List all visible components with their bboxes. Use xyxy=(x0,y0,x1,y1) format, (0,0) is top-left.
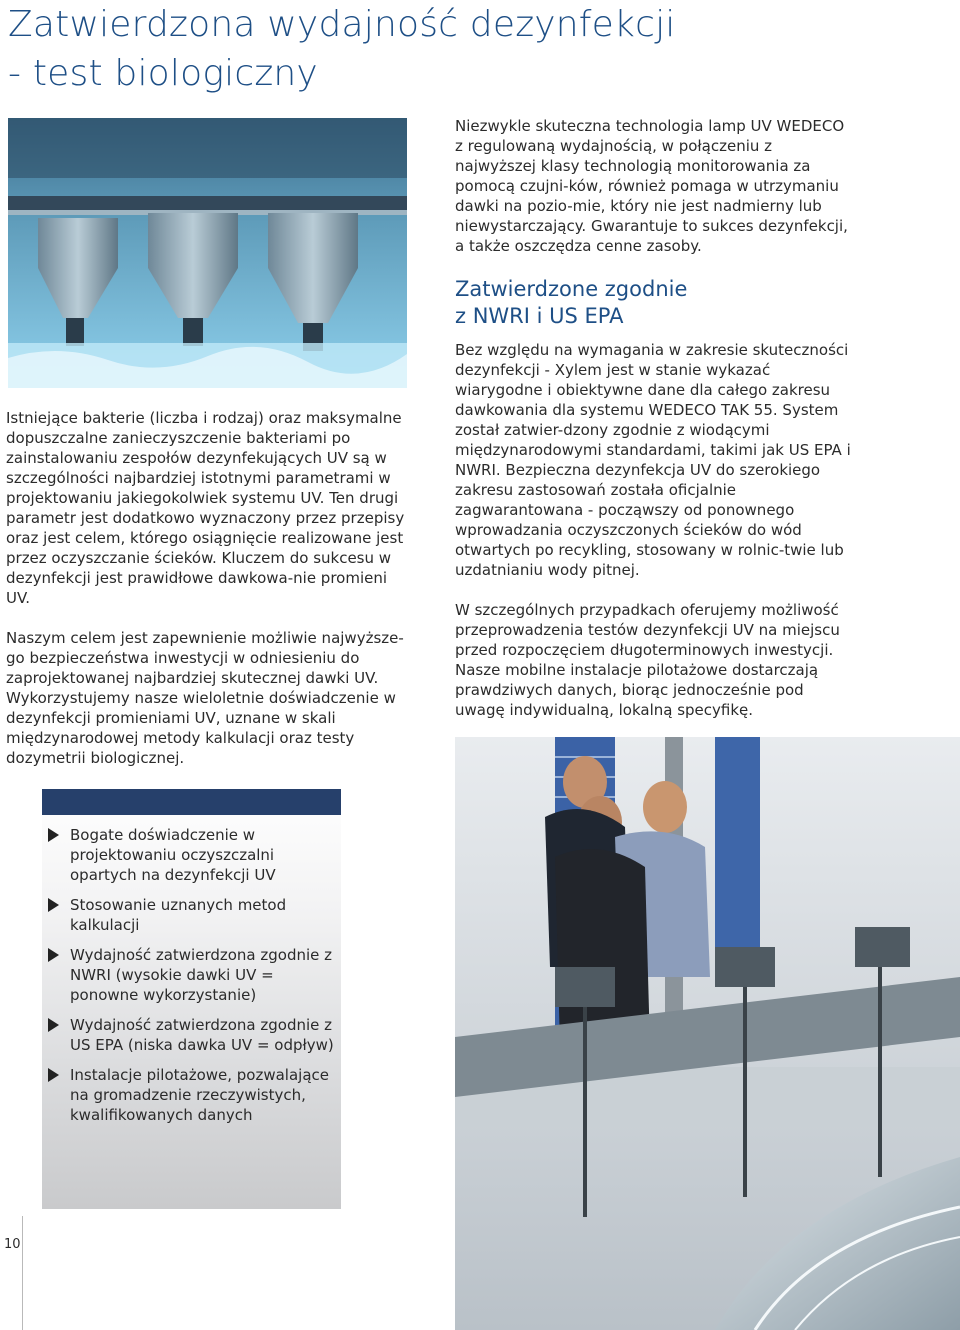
right-paragraph-2: W szczególnych przypadkach oferujemy możliwość przeprowadzenia testów dezynfekcji UV na miejscu przed rozpoczęciem długoterminowych inwestycji. Nasze mobilne instalacje pilotażowe dostarczają prawdziwych danych, biorąc jednocześnie pod uwagę indywidualną, lokalną specyfikę. xyxy=(455,601,840,719)
benefits-panel xyxy=(42,789,341,1209)
page-title-line-1: Zatwierdzona wydajność dezynfekcji xyxy=(8,4,676,45)
page-margin-rule xyxy=(22,1216,23,1330)
section-subheading xyxy=(455,276,855,330)
triangle-bullet-icon xyxy=(48,948,59,962)
subheading-line-2: z NWRI i US EPA xyxy=(455,304,624,328)
uv-channel-photo xyxy=(8,118,407,388)
benefit-text: Stosowanie uznanych metod kalkulacji xyxy=(70,896,287,934)
benefits-panel-header xyxy=(42,789,341,815)
benefit-text: Instalacje pilotażowe, pozwalające na gromadzenie rzeczywistych, kwalifikowanych danych xyxy=(70,1066,330,1124)
benefit-item xyxy=(70,1015,340,1055)
right-column-text xyxy=(455,340,855,720)
page-number: 10 xyxy=(4,1237,21,1252)
benefit-text: Wydajność zatwierdzona zgodnie z NWRI (wysokie dawki UV = ponowne wykorzystanie) xyxy=(70,946,333,1004)
engineers-at-uv-plant-photo xyxy=(455,737,960,1330)
benefit-item xyxy=(70,1065,340,1125)
benefits-list xyxy=(70,825,340,1135)
benefit-item xyxy=(70,945,340,1005)
page-title-line-2: - test biologiczny xyxy=(8,53,318,94)
triangle-bullet-icon xyxy=(48,1068,59,1082)
right-intro-paragraph: Niezwykle skuteczna technologia lamp UV WEDECO z regulowaną wydajnością, w połączeniu z najwyższej klasy technologią monitorowania za pomocą czujni-ków, również pomaga w utrzymaniu dawki na pozio-mie, który nie jest nadmierny lub niewystarczający. Gwarantuje to sukces dezynfekcji, a także oszczędza cenne zasoby. xyxy=(455,117,848,255)
triangle-bullet-icon xyxy=(48,898,59,912)
subheading-line-1: Zatwierdzone zgodnie xyxy=(455,277,688,301)
benefit-text: Bogate doświadczenie w projektowaniu oczyszczalni opartych na dezynfekcji UV xyxy=(70,826,276,884)
benefit-text: Wydajność zatwierdzona zgodnie z US EPA (niska dawka UV = odpływ) xyxy=(70,1016,334,1054)
triangle-bullet-icon xyxy=(48,1018,59,1032)
triangle-bullet-icon xyxy=(48,828,59,842)
left-paragraph-2: Naszym celem jest zapewnienie możliwie najwyższe-go bezpieczeństwa inwestycji w odniesieniu do zaprojektowanej najbardziej skutecznej dawki UV. Wykorzystujemy nasze wieloletnie doświadczenie w dezynfekcji promieniami UV, uznane w skali międzynarodowej metody kalkulacji oraz testy dozymetrii biologicznej. xyxy=(6,629,404,767)
page-title xyxy=(8,0,768,98)
benefit-item xyxy=(70,895,340,935)
right-paragraph-1: Bez względu na wymagania w zakresie skuteczności dezynfekcji - Xylem jest w stanie wykazać wiarygodne i obiektywne dane dla całego zakresu dawkowania dla systemu WEDECO TAK 55. System został zatwier-dzony zgodnie z wiodącymi międzynarodowymi standardami, takimi jak US EPA i NWRI. Bezpieczna dezynfekcja UV do szerokiego zakresu zastosowań została oficjalnie zagwarantowana - począwszy od ponownego wprowadzania oczyszczonych ścieków do wód otwartych po recykling, stosowany w rolnic-twie lub uzdatnianiu wody pitnej. xyxy=(455,341,851,579)
left-column-text xyxy=(6,408,406,768)
right-intro-text xyxy=(455,116,855,256)
benefit-item xyxy=(70,825,340,885)
left-paragraph-1: Istniejące bakterie (liczba i rodzaj) oraz maksymalne dopuszczalne zanieczyszczenie bakteriami po zainstalowaniu zespołów dezynfekujących UV są w szczególności najbardziej istotnymi parametrami w projektowaniu jakiegokolwiek systemu UV. Ten drugi parametr jest dodatkowo wyznaczony przez przepisy oraz jest celem, którego osiągnięcie realizowane jest przez oczyszczanie ścieków. Kluczem do sukcesu w dezynfekcji jest prawidłowe dawkowa-nie promieni UV. xyxy=(6,409,405,607)
